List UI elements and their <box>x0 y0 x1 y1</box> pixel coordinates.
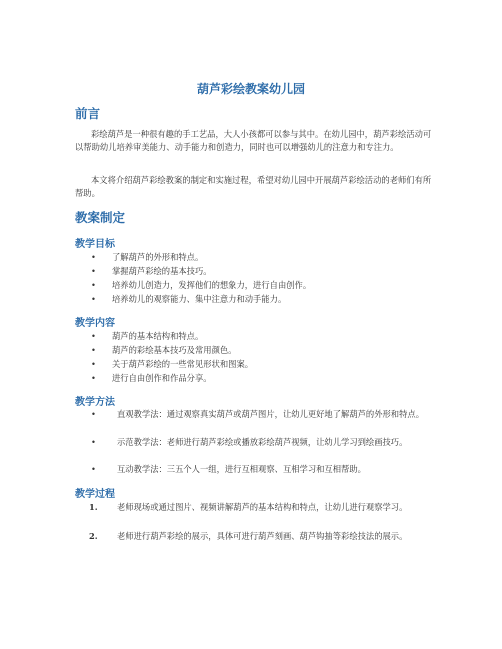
methods-heading: 教学方法 <box>75 397 115 408</box>
preface-heading: 前言 <box>75 106 101 121</box>
bullet-icon: • <box>91 409 96 419</box>
ordered-list-item <box>75 530 431 543</box>
preface-paragraph-1: 彩绘葫芦是一种很有趣的手工艺品，大人小孩都可以参与其中。在幼儿园中，葫芦彩绘活动可以帮助幼儿培养审美能力、动手能力和创造力，同时也可以增强幼儿的注意力和专注力。 <box>75 129 432 152</box>
list-item <box>91 265 212 278</box>
bullet-icon: • <box>91 280 96 290</box>
goals-heading: 教学目标 <box>75 239 115 250</box>
list-item-text: 老师进行葫芦彩绘的展示，具体可进行葫芦刻画、葫芦钩抽等彩绘技法的展示。 <box>117 531 408 541</box>
list-item <box>75 463 431 476</box>
process-heading: 教学过程 <box>75 489 115 500</box>
ordered-list-item <box>75 501 431 514</box>
list-number: 1. <box>89 502 98 512</box>
list-item <box>91 344 237 357</box>
preface-paragraph-2: 本文将介绍葫芦彩绘教案的制定和实施过程，希望对幼儿园中开展葫芦彩绘活动的老师们有所帮助。 <box>75 175 432 198</box>
list-item-text: 葫芦的彩绘基本技巧及常用颜色。 <box>112 345 237 355</box>
list-item <box>91 251 204 264</box>
list-item <box>91 372 212 385</box>
bullet-icon: • <box>91 373 96 383</box>
list-item <box>75 408 431 421</box>
list-item-text: 了解葫芦的外形和特点。 <box>112 252 204 262</box>
plan-heading: 教案制定 <box>75 210 126 225</box>
bullet-icon: • <box>91 464 96 474</box>
bullet-icon: • <box>91 437 96 447</box>
list-number: 2. <box>89 531 98 541</box>
list-item-text: 老师现场或通过图片、视频讲解葫芦的基本结构和特点，让幼儿进行观察学习。 <box>117 502 408 512</box>
bullet-icon: • <box>91 345 96 355</box>
bullet-icon: • <box>91 331 96 341</box>
list-item-text: 互动教学法：三五个人一组，进行互相观察、互相学习和互相帮助。 <box>117 464 366 474</box>
bullet-icon: • <box>91 359 96 369</box>
list-item-text: 培养幼儿的观察能力、集中注意力和动手能力。 <box>112 294 287 304</box>
bullet-icon: • <box>91 294 96 304</box>
content-heading: 教学内容 <box>75 318 115 329</box>
list-item <box>91 279 312 292</box>
list-item-text: 示范教学法：老师进行葫芦彩绘或播放彩绘葫芦视频，让幼儿学习到绘画技巧。 <box>117 437 408 447</box>
list-item <box>91 330 204 343</box>
list-item-text: 培养幼儿创造力，发挥他们的想象力，进行自由创作。 <box>112 280 312 290</box>
document-title: 葫芦彩绘教案幼儿园 <box>196 82 305 96</box>
list-item <box>91 358 254 371</box>
list-item-text: 掌握葫芦彩绘的基本技巧。 <box>112 266 212 276</box>
bullet-icon: • <box>91 266 96 276</box>
bullet-icon: • <box>91 252 96 262</box>
list-item <box>75 436 431 449</box>
list-item <box>91 293 287 306</box>
list-item-text: 进行自由创作和作品分享。 <box>112 373 212 383</box>
list-item-text: 直观教学法：通过观察真实葫芦或葫芦图片，让幼儿更好地了解葫芦的外形和特点。 <box>117 409 424 419</box>
list-item-text: 葫芦的基本结构和特点。 <box>112 331 204 341</box>
list-item-text: 关于葫芦彩绘的一些常见形状和图案。 <box>112 359 254 369</box>
